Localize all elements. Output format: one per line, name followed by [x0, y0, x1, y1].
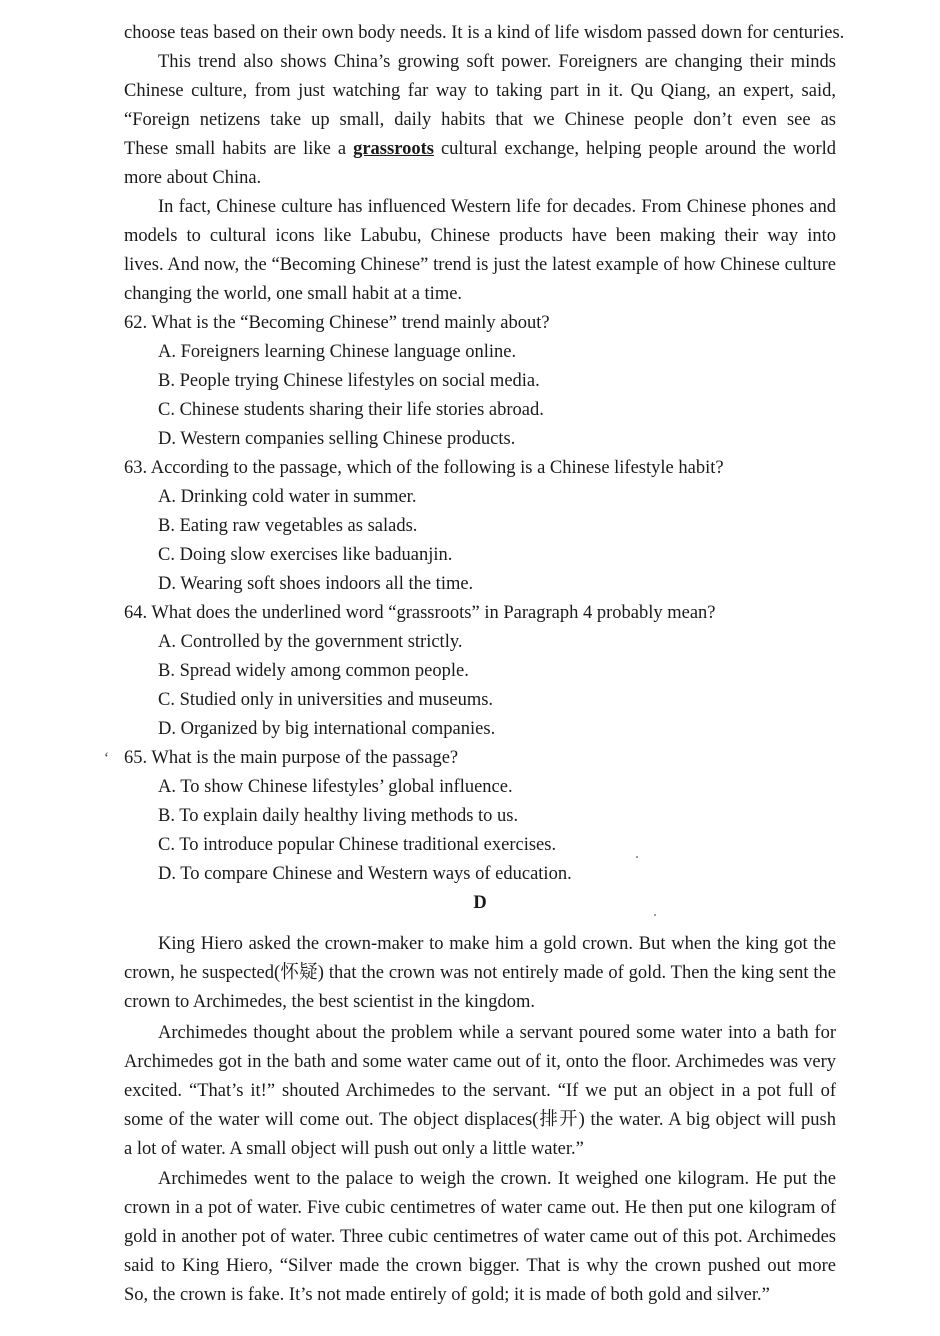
margin-mark: ‘: [103, 750, 109, 767]
section-d-p1-line-1: King Hiero asked the crown-maker to make him a gold crown. But when the king got the: [158, 934, 836, 954]
question-62-option-a: A. Foreigners learning Chinese language online.: [158, 342, 517, 362]
question-62-option-b: B. People trying Chinese lifestyles on social media.: [158, 371, 540, 391]
question-63-option-d: D. Wearing soft shoes indoors all the time.: [158, 574, 474, 594]
section-d-p3-line-2: crown in a pot of water. Five cubic centimetres of water came out. He then put one kilogram of: [124, 1198, 836, 1218]
question-64-option-b: B. Spread widely among common people.: [158, 661, 469, 681]
paragraph-5-line-2: models to cultural icons like Labubu, Chinese products have been making their way into: [124, 226, 836, 246]
paragraph-5-line-1: In fact, Chinese culture has influenced Western life for decades. From Chinese phones and: [158, 197, 836, 217]
section-d-p2-line-1: Archimedes thought about the problem while a servant poured some water into a bath for: [158, 1023, 836, 1043]
section-d-p3-line-3: gold in another pot of water. Three cubic centimetres of water came out of this pot. Archimedes: [124, 1227, 836, 1247]
section-d-p3-line-4: said to King Hiero, “Silver made the crown bigger. That is why the crown pushed out more: [124, 1256, 836, 1276]
question-64-option-d: D. Organized by big international companies.: [158, 719, 496, 739]
question-63-option-b: B. Eating raw vegetables as salads.: [158, 516, 418, 536]
section-d-p3-line-5: So, the crown is fake. It’s not made entirely of gold; it is made of both gold and silver.”: [124, 1285, 770, 1305]
question-65-option-c: C. To introduce popular Chinese traditional exercises.: [158, 835, 557, 855]
section-d-p2-line-2: Archimedes got in the bath and some water came out of it, onto the floor. Archimedes was very: [124, 1052, 836, 1072]
paragraph-4-line-4-pre: These small habits are like a: [124, 139, 354, 159]
paragraph-4-line-4-post: cultural exchange, helping people around the world: [440, 139, 836, 159]
question-64-option-a: A. Controlled by the government strictly.: [158, 632, 463, 652]
section-d-p3-line-1: Archimedes went to the palace to weigh the crown. It weighed one kilogram. He put the: [158, 1169, 836, 1189]
paragraph-4-line-1: This trend also shows China’s growing soft power. Foreigners are changing their minds: [158, 52, 836, 72]
paragraph-5-line-4: changing the world, one small habit at a time.: [124, 284, 463, 304]
section-d-p1-line-2: crown, he suspected(怀疑) that the crown was not entirely made of gold. Then the king sent the: [124, 963, 836, 983]
question-64-stem: 64. What does the underlined word “grassroots” in Paragraph 4 probably mean?: [124, 603, 716, 623]
paragraph-4-line-3: “Foreign netizens take up small, daily habits that we Chinese people don’t even see as: [124, 110, 836, 130]
question-65-option-d: D. To compare Chinese and Western ways of education.: [158, 864, 572, 884]
paragraph-4-line-5: more about China.: [124, 168, 262, 188]
question-63-option-c: C. Doing slow exercises like baduanjin.: [158, 545, 453, 565]
question-65-option-b: B. To explain daily healthy living methods to us.: [158, 806, 519, 826]
paragraph-4-line-2: Chinese culture, from just watching far way to taking part in it. Qu Qiang, an expert, said,: [124, 81, 836, 101]
section-d-heading: D: [473, 893, 487, 913]
section-d-p2-line-4: some of the water will come out. The object displaces(排开) the water. A big object will push: [124, 1110, 836, 1130]
paragraph-4-line-4: [124, 135, 836, 164]
paragraph-3-last-line: choose teas based on their own body needs. It is a kind of life wisdom passed down for centuries.: [124, 23, 845, 43]
scan-speck: [654, 914, 656, 916]
paragraph-5-line-3: lives. And now, the “Becoming Chinese” trend is just the latest example of how Chinese culture: [124, 255, 836, 275]
question-63-option-a: A. Drinking cold water in summer.: [158, 487, 417, 507]
question-65-stem: 65. What is the main purpose of the passage?: [124, 748, 459, 768]
question-62-option-d: D. Western companies selling Chinese products.: [158, 429, 516, 449]
question-65-option-a: A. To show Chinese lifestyles’ global influence.: [158, 777, 513, 797]
question-64-option-c: C. Studied only in universities and museums.: [158, 690, 494, 710]
question-62-stem: 62. What is the “Becoming Chinese” trend mainly about?: [124, 313, 550, 333]
underlined-word-grassroots: grassroots: [353, 139, 434, 159]
section-d-p2-line-3: excited. “That’s it!” shouted Archimedes to the servant. “If we put an object in a pot full of: [124, 1081, 836, 1101]
scan-speck: [636, 856, 638, 858]
section-d-p2-line-5: a lot of water. A small object will push out only a little water.”: [124, 1139, 584, 1159]
section-d-p1-line-3: crown to Archimedes, the best scientist in the kingdom.: [124, 992, 536, 1012]
question-62-option-c: C. Chinese students sharing their life stories abroad.: [158, 400, 544, 420]
question-63-stem: 63. According to the passage, which of the following is a Chinese lifestyle habit?: [124, 458, 724, 478]
